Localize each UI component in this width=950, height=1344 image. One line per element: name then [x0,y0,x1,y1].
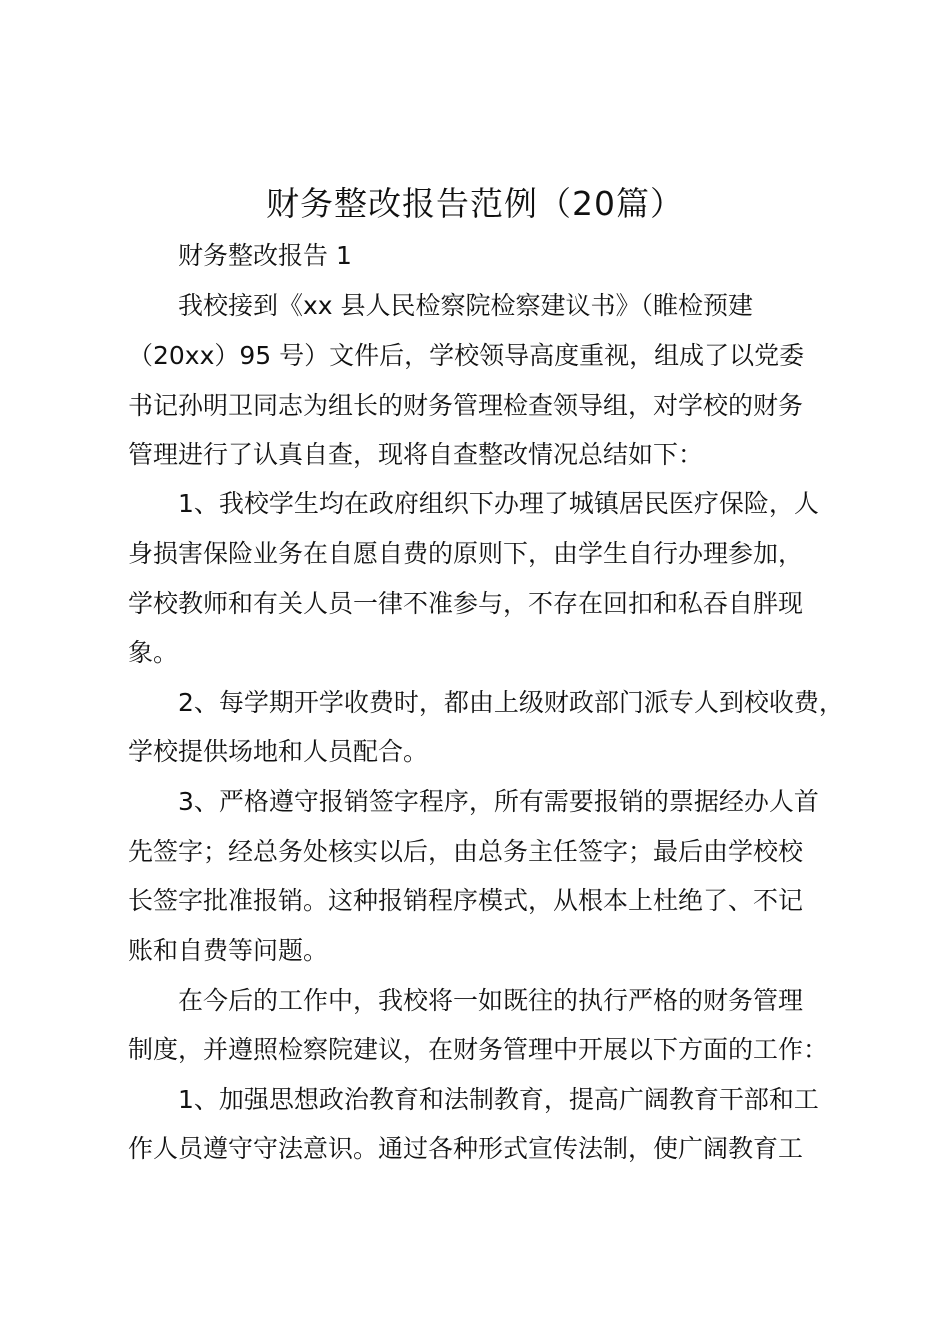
paragraph-line: 学校教师和有关人员一律不准参与，不存在回扣和私吞自胖现 [128,589,804,618]
paragraph-line: 账和自费等问题。 [128,936,329,965]
paragraph-line: 书记孙明卫同志为组长的财务管理检查领导组，对学校的财务 [128,391,804,420]
section-heading: 财务整改报告 1 [178,241,352,270]
paragraph-line: 我校接到《xx 县人民检察院检察建议书》（睢检预建 [178,291,754,320]
paragraph-line: 制度，并遵照检察院建议，在财务管理中开展以下方面的工作： [128,1035,829,1064]
paragraph-line: 作人员遵守守法意识。通过各种形式宣传法制，使广阔教育工 [128,1134,804,1163]
paragraph-line: 3、严格遵守报销签字程序，所有需要报销的票据经办人首 [178,787,819,816]
paragraph-line: 象。 [128,638,179,667]
paragraph-line: 先签字；经总务处核实以后，由总务主任签字；最后由学校校 [128,837,804,866]
paragraph-line: 身损害保险业务在自愿自费的原则下，由学生自行办理参加， [128,539,804,568]
paragraph-line: 长签字批准报销。这种报销程序模式，从根本上杜绝了、不记 [128,886,804,915]
paragraph-line: 2、每学期开学收费时，都由上级财政部门派专人到校收费， [178,688,844,717]
paragraph-line: （20xx）95 号）文件后，学校领导高度重视，组成了以党委 [128,341,805,370]
paragraph-line: 1、我校学生均在政府组织下办理了城镇居民医疗保险，人 [178,489,819,518]
paragraph-line: 在今后的工作中，我校将一如既往的执行严格的财务管理 [178,986,804,1015]
paragraph-line: 学校提供场地和人员配合。 [128,737,429,766]
paragraph-line: 1、加强思想政治教育和法制教育，提高广阔教育干部和工 [178,1085,819,1114]
paragraph-line: 管理进行了认真自查，现将自查整改情况总结如下： [128,440,704,469]
document-title: 财务整改报告范例（20篇） [266,184,684,223]
